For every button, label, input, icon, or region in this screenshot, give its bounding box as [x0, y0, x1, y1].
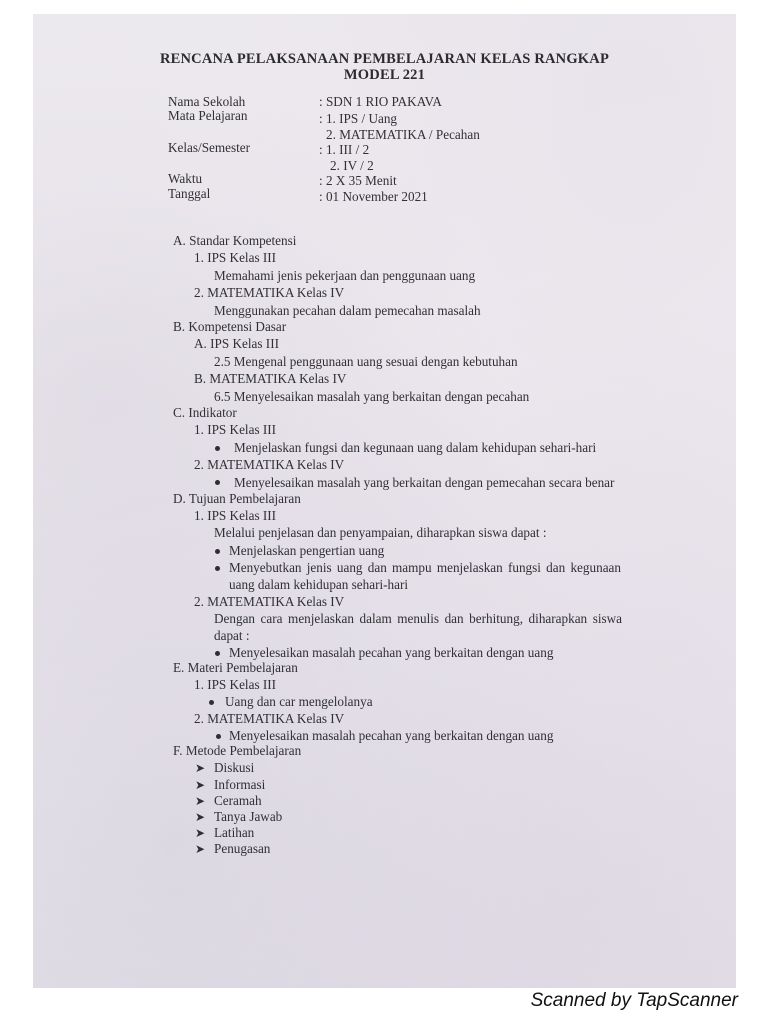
section-d-item-1-intro: Melalui penjelasan dan penyampaian, diharapkan siswa dapat :: [214, 525, 547, 540]
method-item: Ceramah: [214, 793, 262, 808]
section-e-item-2: 2. MATEMATIKA Kelas IV: [194, 711, 345, 726]
time-label: Waktu: [168, 171, 203, 186]
document-subtitle: MODEL 221: [343, 67, 426, 83]
school-value: : SDN 1 RIO PAKAVA: [319, 94, 442, 109]
section-d-item-1-bullet-1: Menjelaskan pengertian uang: [229, 543, 385, 558]
subject-value-2: 2. MATEMATIKA / Pecahan: [326, 127, 480, 142]
arrow-bullet-icon: ➤: [195, 761, 206, 775]
section-a-item-2-text: Menggunakan pecahan dalam pemecahan masalah: [214, 303, 481, 318]
section-d-item-2-intro-line-1: Dengan cara menjelaskan dalam menulis dan berhitung, diharapkan siswa: [214, 611, 622, 626]
section-d-item-2-bullet: Menyelesaikan masalah pecahan yang berkaitan dengan uang: [229, 645, 554, 660]
subject-value-1: : 1. IPS / Uang: [319, 111, 398, 126]
section-c-item-2: 2. MATEMATIKA Kelas IV: [194, 457, 345, 472]
school-label: Nama Sekolah: [168, 94, 246, 109]
method-item: Tanya Jawab: [214, 809, 283, 824]
section-d-item-2-intro-line-2: dapat :: [214, 628, 250, 643]
section-a-item-1: 1. IPS Kelas III: [194, 250, 277, 265]
section-a-item-2: 2. MATEMATIKA Kelas IV: [194, 285, 345, 300]
document-title: RENCANA PELAKSANAAN PEMBELAJARAN KELAS RANGKAP: [159, 51, 610, 67]
section-d-item-2: 2. MATEMATIKA Kelas IV: [194, 594, 345, 609]
arrow-bullet-icon: ➤: [195, 794, 206, 808]
arrow-bullet-icon: ➤: [195, 810, 206, 824]
date-value: : 01 November 2021: [319, 189, 428, 204]
section-b-item-2-text: 6.5 Menyelesaikan masalah yang berkaitan dengan pecahan: [214, 389, 530, 404]
arrow-bullet-icon: ➤: [195, 778, 206, 792]
section-d-item-1-bullet-2-line-2: uang dalam kehidupan sehari-hari: [229, 577, 409, 592]
method-item: Latihan: [214, 825, 255, 840]
section-a-heading: A. Standar Kompetensi: [173, 233, 297, 248]
class-value-2: 2. IV / 2: [330, 158, 374, 173]
section-c-heading: C. Indikator: [173, 405, 237, 420]
section-f-heading: F. Metode Pembelajaran: [173, 743, 302, 758]
method-item: Penugasan: [214, 841, 271, 856]
section-b-item-1: A. IPS Kelas III: [194, 336, 279, 351]
section-c-item-2-bullet: Menyelesaikan masalah yang berkaitan dengan pemecahan secara benar: [234, 475, 615, 490]
arrow-bullet-icon: ➤: [195, 826, 206, 840]
section-e-item-2-bullet: Menyelesaikan masalah pecahan yang berkaitan dengan uang: [229, 728, 554, 743]
bullet-dot-icon: [209, 700, 214, 705]
method-item: Informasi: [214, 777, 266, 792]
section-e-item-1-bullet: Uang dan car mengelolanya: [225, 694, 373, 709]
time-value: : 2 X 35 Menit: [319, 173, 397, 188]
arrow-bullet-icon: ➤: [195, 842, 206, 856]
method-item: Diskusi: [214, 760, 255, 775]
section-b-item-1-text: 2.5 Mengenal penggunaan uang sesuai dengan kebutuhan: [214, 354, 518, 369]
section-d-item-1-bullet-2-line-1: Menyebutkan jenis uang dan mampu menjelaskan fungsi dan kegunaan: [229, 560, 621, 575]
scanned-document-page: [33, 14, 736, 988]
bullet-dot-icon: [215, 566, 220, 571]
scanner-watermark: Scanned by TapScanner: [530, 990, 738, 1011]
section-a-item-1-text: Memahami jenis pekerjaan dan penggunaan uang: [214, 268, 476, 283]
class-value-1: : 1. III / 2: [319, 142, 370, 157]
bullet-dot-icon: [215, 446, 220, 451]
section-d-item-1: 1. IPS Kelas III: [194, 508, 277, 523]
section-c-item-1: 1. IPS Kelas III: [194, 422, 277, 437]
class-label: Kelas/Semester: [168, 140, 251, 155]
bullet-dot-icon: [216, 734, 221, 739]
section-d-heading: D. Tujuan Pembelajaran: [173, 491, 301, 506]
date-label: Tanggal: [168, 186, 211, 201]
section-b-heading: B. Kompetensi Dasar: [173, 319, 287, 334]
section-b-item-2: B. MATEMATIKA Kelas IV: [194, 371, 347, 386]
bullet-dot-icon: [215, 651, 220, 656]
bullet-dot-icon: [215, 480, 220, 485]
bullet-dot-icon: [215, 549, 220, 554]
section-e-heading: E. Materi Pembelajaran: [173, 660, 298, 675]
section-e-item-1: 1. IPS Kelas III: [194, 677, 277, 692]
section-c-item-1-bullet: Menjelaskan fungsi dan kegunaan uang dalam kehidupan sehari-hari: [234, 440, 597, 455]
subject-label: Mata Pelajaran: [168, 108, 248, 123]
